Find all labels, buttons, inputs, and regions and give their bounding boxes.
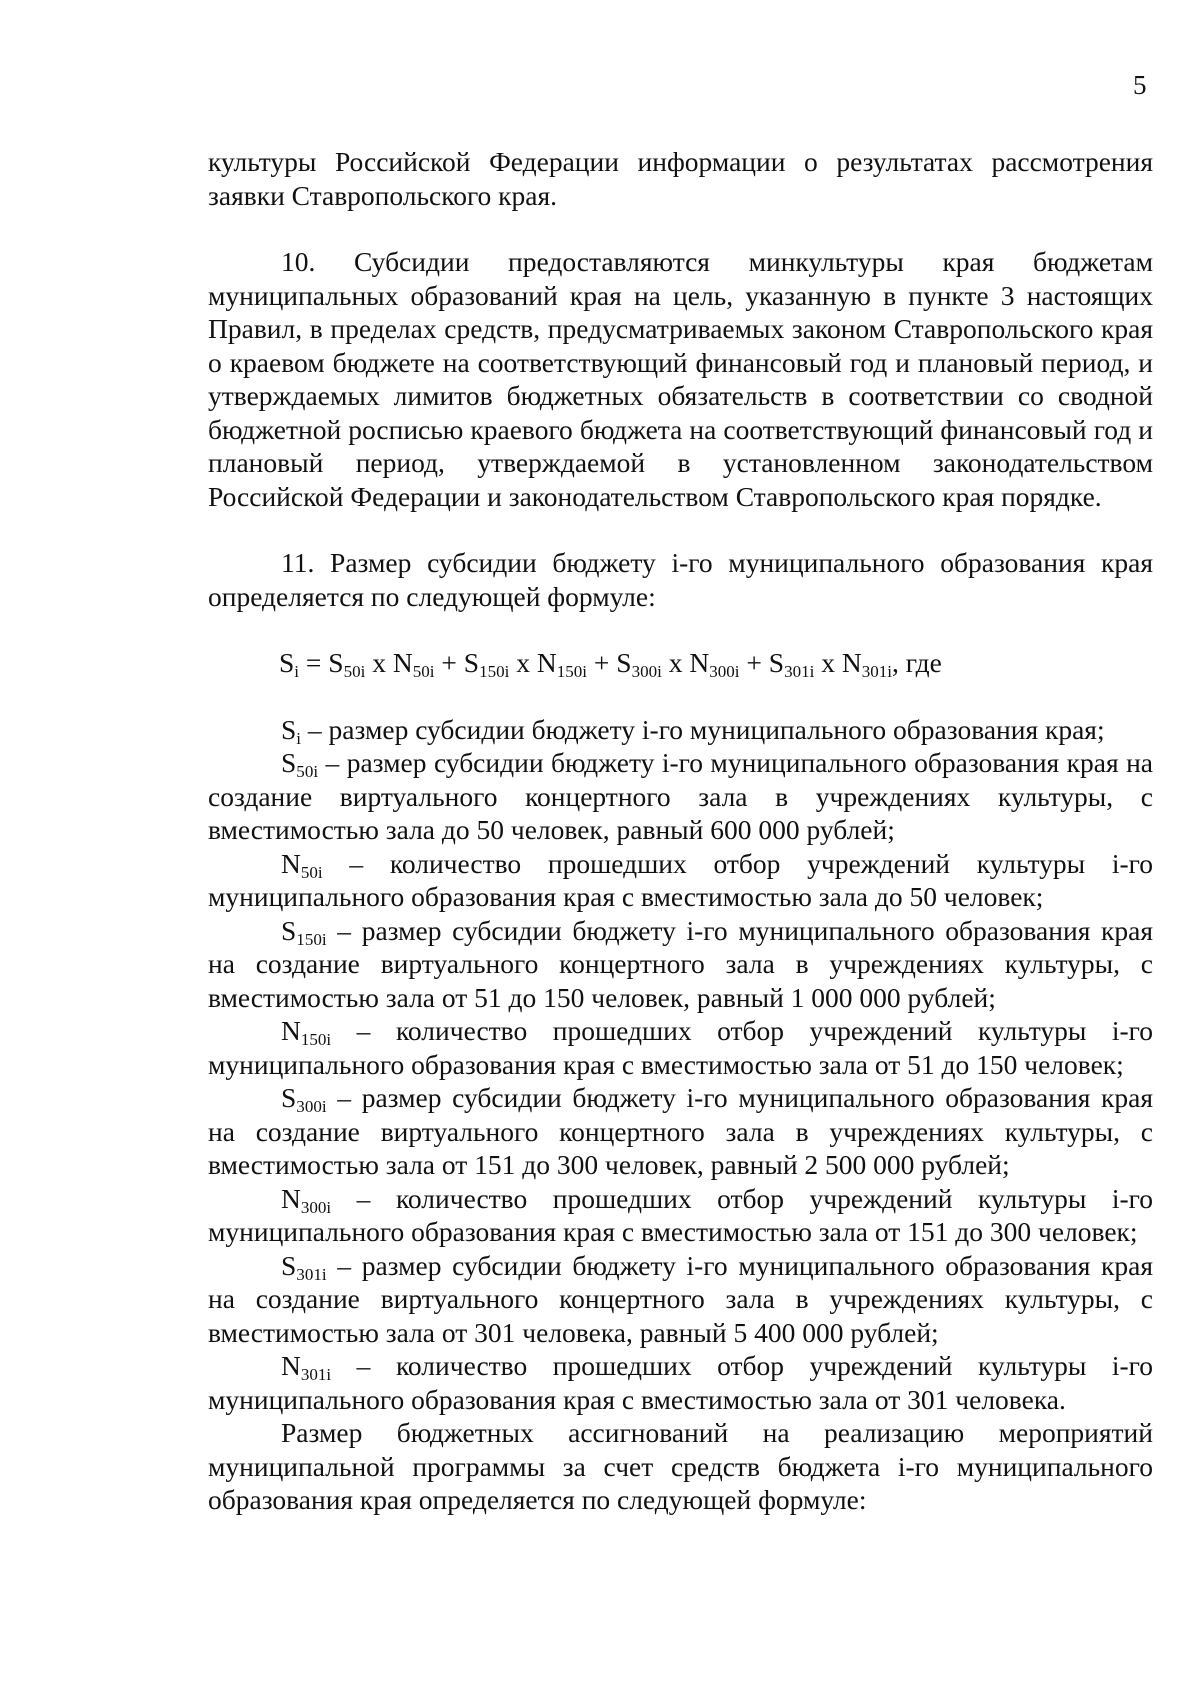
paragraph-10: 10. Субсидии предоставляются минкультуры края бюджетам муниципальных образований края на цель, указанную в пункте 3 настоящих Правил, в пределах средств, предусматриваемых законом Ставропольского края о краевом бюджете на соответствующий финансовый год и плановый период, и утверждаемых лимитов бюджетных обязательств в соответствии со сводной бюджетной росписью краевого бюджета на соответствующий финансовый год и плановый период, утверждаемой в установленном законодательством Российской Федерации и законодательством Ставропольского края порядке. — [208, 246, 1153, 512]
definition-s301i: $S_{301i}$ – размер субсидии бюджету i-го муниципального образования края на создание виртуального концертного зала в учреждениях культуры, с вместимостью зала от 301 человека, равный 5 400 000 рублей; — [208, 1249, 1153, 1348]
page-number: 5 — [1133, 70, 1147, 100]
paragraph-gap — [208, 613, 1153, 646]
formula-term-n50: $N_{50i}$ — [392, 647, 435, 681]
definition-s150i: $S_{150i}$ – размер субсидии бюджету i-го муниципального образования края на создание виртуального концертного зала в учреждениях культуры, с вместимостью зала от 51 до 150 человек, равный 1 000 000 рублей; — [208, 914, 1153, 1013]
formula-term-n300: $N_{300i}$ — [689, 647, 740, 681]
paragraph-final: Размер бюджетных ассигнований на реализацию мероприятий муниципальной программы за счет средств бюджета i-го муниципального образования края определяется по следующей формуле: — [208, 1417, 1153, 1515]
definition-n50i: $N_{50i}$ – количество прошедших отбор учреждений культуры i-го муниципального образования края с вместимостью зала до 50 человек; — [208, 847, 1153, 912]
formula-times: x — [509, 647, 537, 678]
definition-si: $S_i$ – размер субсидии бюджету i-го муниципального образования края; — [281, 713, 1105, 748]
definitions-list — [208, 713, 1153, 1417]
formula-times: x — [661, 647, 690, 678]
formula-term-s300: $S_{300i}$ — [616, 647, 662, 681]
document-body — [208, 145, 1153, 1517]
formula-times: x — [365, 647, 393, 678]
definition-s300i: $S_{300i}$ – размер субсидии бюджету i-го муниципального образования края на создание виртуального концертного зала в учреждениях культуры, с вместимостью зала от 151 до 300 человек, равный 2 500 000 рублей; — [208, 1082, 1153, 1180]
formula-plus: + — [587, 647, 617, 678]
paragraph-gap — [208, 212, 1153, 245]
definition-s50i: $S_{50i}$ – размер субсидии бюджету i-го муниципального образования края на создание виртуального концертного зала в учреждениях культуры, с вместимостью зала до 50 человек, равный 600 000 рублей; — [208, 747, 1153, 845]
formula-lhs: $S_i$ — [279, 647, 300, 681]
definition-n150i: $N_{150i}$ – количество прошедших отбор учреждений культуры i-го муниципального образования края с вместимостью зала от 51 до 150 человек; — [208, 1015, 1153, 1080]
formula-times: x — [814, 647, 842, 678]
formula-term-n150: $N_{150i}$ — [536, 647, 587, 681]
formula-plus: + — [434, 647, 464, 678]
formula-tail: , где — [892, 647, 942, 678]
definition-n300i: $N_{300i}$ – количество прошедших отбор учреждений культуры i-го муниципального образования края с вместимостью зала от 151 до 300 человек; — [208, 1182, 1153, 1247]
paragraph-continuation: культуры Российской Федерации информации о результатах рассмотрения заявки Ставропольского края. — [208, 146, 1153, 211]
paragraph-11: 11. Размер субсидии бюджету i-го муниципального образования края определяется по следующей формуле: — [208, 547, 1153, 612]
subsidy-formula — [208, 646, 1153, 680]
definition-n301i: $N_{301i}$ – количество прошедших отбор учреждений культуры i-го муниципального образования края с вместимостью зала от 301 человека. — [208, 1350, 1153, 1415]
formula-term-s301: $S_{301i}$ — [768, 647, 815, 681]
formula-term-n301: $N_{301i}$ — [841, 647, 892, 681]
paragraph-gap — [208, 680, 1153, 713]
formula-plus: + — [739, 647, 769, 678]
formula-equals: = — [299, 647, 329, 678]
formula-term-s50: $S_{50i}$ — [328, 647, 366, 681]
paragraph-gap — [208, 513, 1153, 546]
formula-term-s150: $S_{150i}$ — [463, 647, 510, 681]
